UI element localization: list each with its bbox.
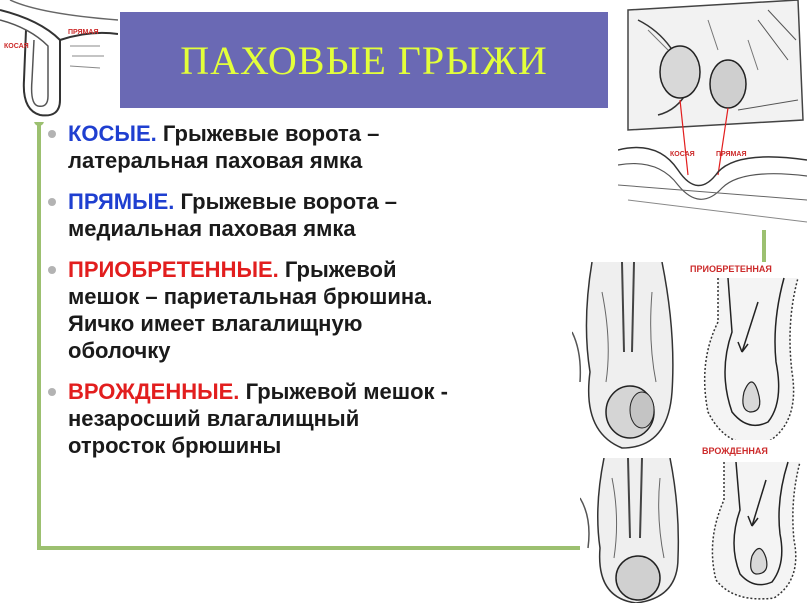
keyword: ПРИОБРЕТЕННЫЕ. [68,257,279,282]
list-item-congenital [42,378,582,459]
item-text: Грыжевые ворота – [180,189,397,214]
congenital-hernia-drawing [580,458,692,603]
title-banner [120,12,608,108]
surgical-illustration [618,0,807,230]
item-text: отросток брюшины [68,433,282,458]
page-title: ПАХОВЫЕ ГРЫЖИ [180,37,548,83]
label-acquired: ПРИОБРЕТЕННАЯ [690,264,772,274]
acquired-hernia-schematic [688,262,807,452]
item-text: оболочку [68,338,171,363]
bullet-icon [48,130,56,138]
keyword: ПРЯМЫЕ. [68,189,175,214]
list-item-direct [42,188,582,242]
item-text: незаросший влагалищный [68,406,360,431]
label-direct: ПРЯМАЯ [716,151,747,158]
label-direct: ПРЯМАЯ [68,29,99,36]
item-text: Грыжевой мешок - [245,379,449,404]
item-text: Грыжевой [278,257,397,282]
label-congenital: ВРОЖДЕННАЯ [702,446,768,456]
acquired-hernia-drawing [572,262,688,452]
oblique-direct-diagram [0,0,118,122]
bullet-icon [48,266,56,274]
label-oblique: КОСАЯ [4,43,29,50]
item-text: мешок – париетальная брюшина. [68,284,433,309]
list-item-oblique [42,120,582,174]
congenital-hernia-schematic [694,440,807,603]
item-text: латеральная паховая ямка [68,148,363,173]
frame-line-left [37,120,41,550]
frame-line-bottom [37,546,597,550]
item-text: Грыжевые ворота – [162,121,380,146]
list-item-acquired [42,256,582,364]
item-text: медиальная паховая ямка [68,216,356,241]
bullet-icon [48,388,56,396]
bullet-icon [48,198,56,206]
keyword: КОСЫЕ. [68,121,157,146]
hernia-types-list [42,120,582,473]
keyword: ВРОЖДЕННЫЕ. [68,379,240,404]
item-text: Яичко имеет влагалищную [68,311,363,336]
label-oblique: КОСАЯ [670,151,695,158]
